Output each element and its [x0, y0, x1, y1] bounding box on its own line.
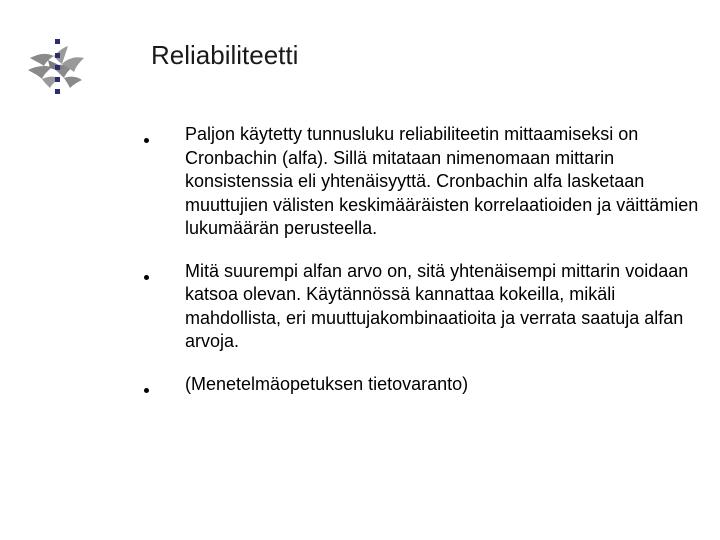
bullet-dot-icon — [144, 275, 149, 280]
university-logo-icon — [24, 36, 90, 98]
flame-logo-graphic — [24, 36, 90, 98]
bullet-list — [141, 123, 701, 415]
bullet-text: Mitä suurempi alfan arvo on, sitä yhtenäisempi mittarin voidaan katsoa olevan. Käytännössä kannattaa kokeilla, mikäli mahdollista, eri muuttujakombinaatioita ja verrata saatuja alfan arvoja. — [185, 260, 689, 351]
bullet-item — [141, 123, 701, 241]
bullet-dot-icon — [144, 138, 149, 143]
bullet-dot-icon — [144, 388, 149, 393]
bullet-item — [141, 373, 701, 397]
bullet-item — [141, 260, 701, 354]
bullet-text: (Menetelmäopetuksen tietovaranto) — [185, 373, 469, 394]
slide-title: Reliabiliteetti — [151, 40, 299, 70]
bullet-text: Paljon käytetty tunnusluku reliabiliteetin mittaamiseksi on Cronbachin (alfa). Sillä mitataan nimenomaan mittarin konsistenssia eli yhtenäisyyttä. Cronbachin alfa lasketaan muuttujien välisten keskimääräisten korrelaatioiden ja väittämien lukumäärän perusteella. — [185, 124, 699, 238]
